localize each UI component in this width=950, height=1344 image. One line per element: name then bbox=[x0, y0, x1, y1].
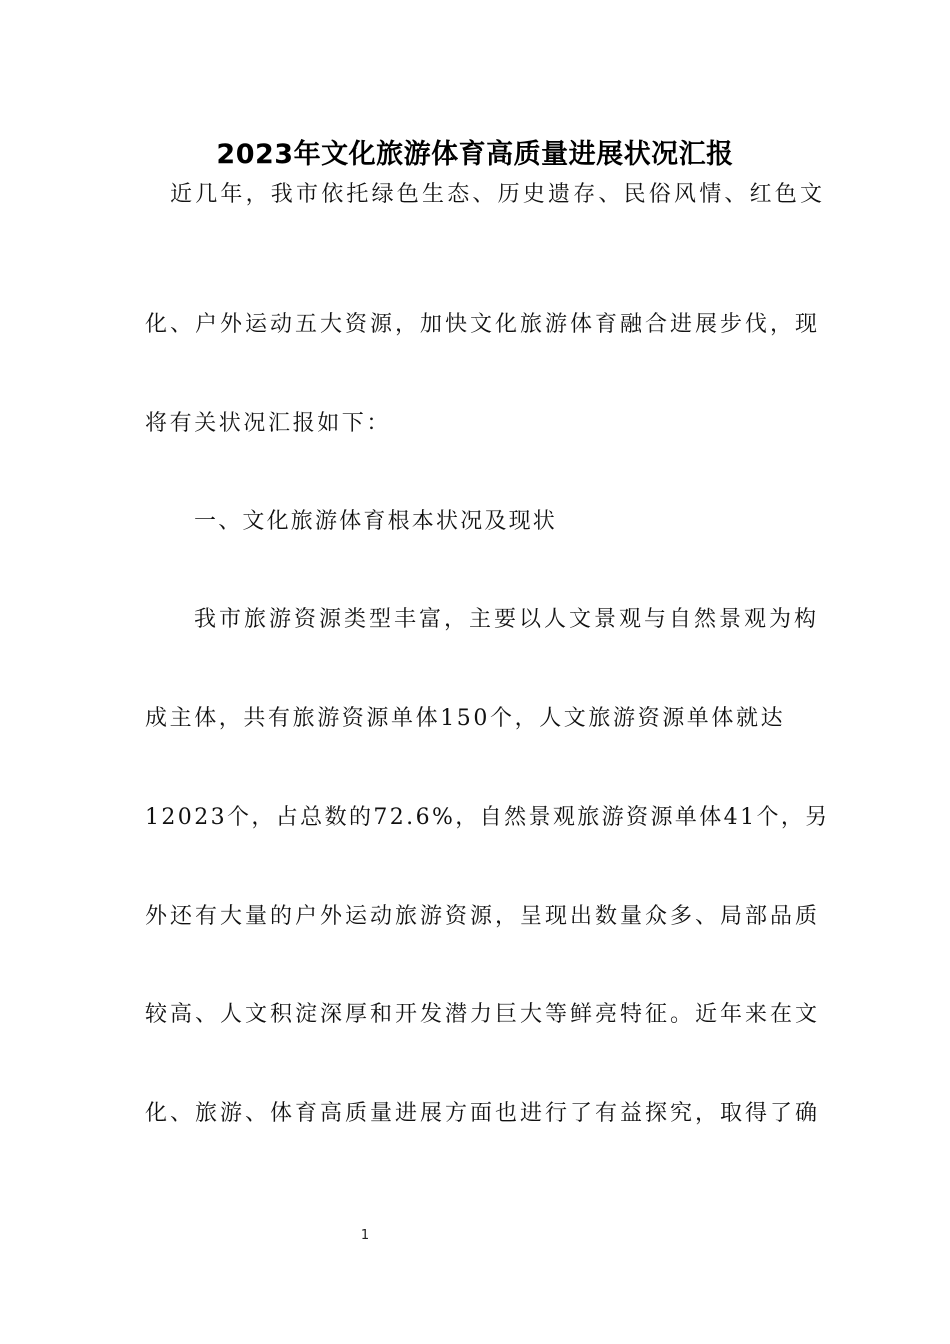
document-title: 2023年文化旅游体育高质量进展状况汇报 bbox=[216, 139, 734, 170]
paragraph-line: 我市旅游资源类型丰富，主要以人文景观与自然景观为构 bbox=[194, 607, 820, 632]
paragraph-line: 近几年，我市依托绿色生态、历史遗存、民俗风情、红色文 bbox=[170, 182, 826, 207]
paragraph-line: 化、旅游、体育高质量进展方面也进行了有益探究，取得了确 bbox=[145, 1101, 821, 1126]
paragraph-line: 成主体，共有旅游资源单体150个，人文旅游资源单体就达 bbox=[145, 706, 786, 731]
paragraph-line: 较高、人文积淀深厚和开发潜力巨大等鲜亮特征。近年来在文 bbox=[145, 1002, 821, 1027]
paragraph-line: 12023个，占总数的72.6%，自然景观旅游资源单体41个，另 bbox=[145, 805, 830, 830]
page-number: 1 bbox=[360, 1228, 370, 1243]
paragraph-line: 外还有大量的户外运动旅游资源，呈现出数量众多、局部品质 bbox=[145, 904, 821, 929]
paragraph-line: 化、户外运动五大资源，加快文化旅游体育融合进展步伐，现 bbox=[145, 312, 821, 337]
section-heading: 一、文化旅游体育根本状况及现状 bbox=[194, 509, 558, 534]
paragraph-line: 将有关状况汇报如下： bbox=[145, 411, 392, 436]
